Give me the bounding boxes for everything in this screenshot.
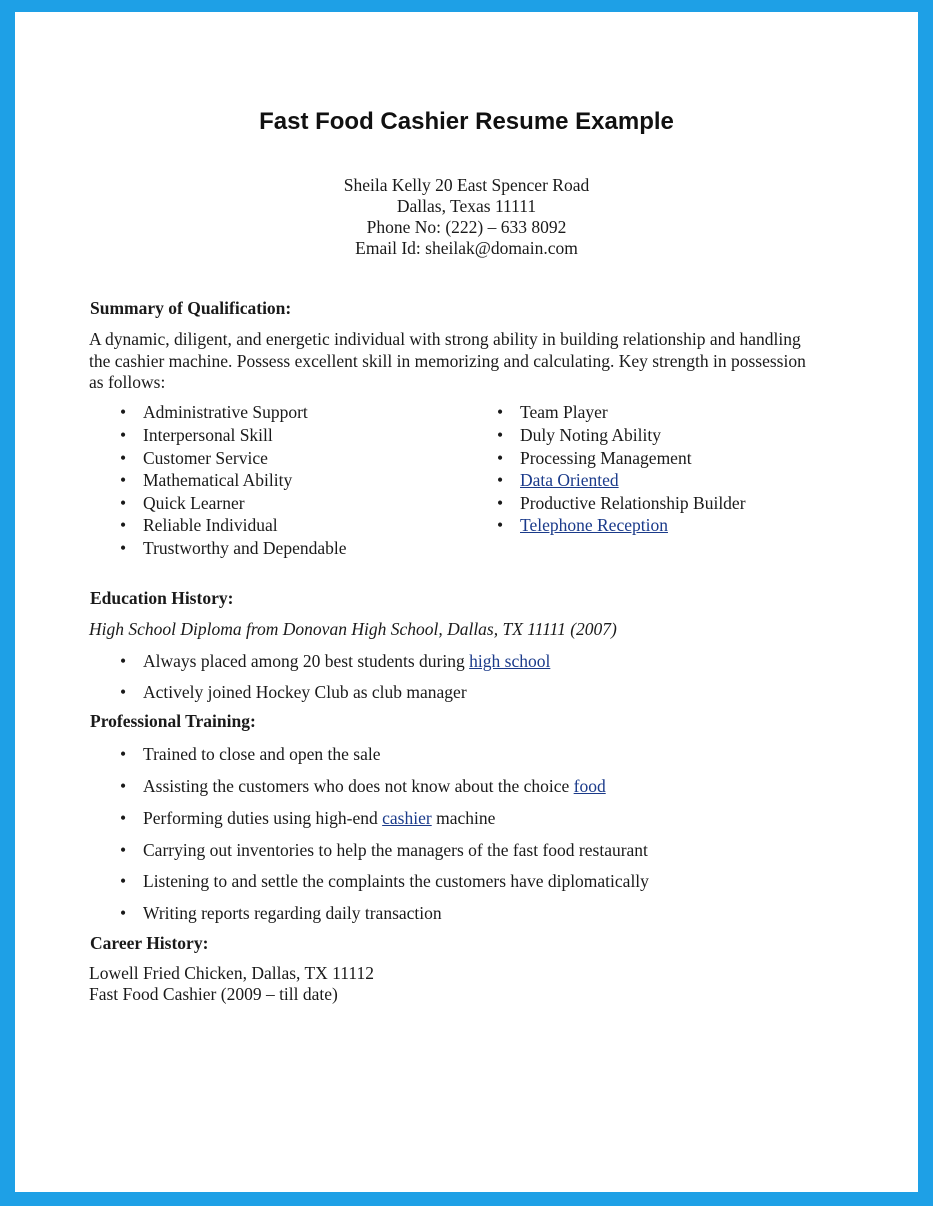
bullet: •: [120, 515, 127, 535]
bullet: •: [497, 470, 504, 490]
bullet: •: [120, 448, 127, 468]
bullet: •: [120, 538, 127, 558]
skill-link-telephone-reception[interactable]: Telephone Reception: [520, 515, 668, 535]
skill-label: Processing Management: [520, 448, 692, 468]
training-item-label: Assisting the customers who does not know about the choice: [143, 776, 574, 796]
skill-label: Productive Relationship Builder: [520, 493, 746, 513]
cashier-link[interactable]: cashier: [382, 808, 432, 828]
bullet: •: [497, 515, 504, 535]
training-heading: Professional Training:: [90, 711, 256, 731]
bullet: •: [497, 425, 504, 445]
training-item-label: Writing reports regarding daily transaction: [143, 903, 442, 923]
bullet: •: [120, 470, 127, 490]
bullet: •: [497, 402, 504, 422]
skill-label: Interpersonal Skill: [143, 425, 273, 445]
education-heading: Education History:: [90, 588, 234, 608]
skill-label: Duly Noting Ability: [520, 425, 661, 445]
skill-label: Administrative Support: [143, 402, 308, 422]
skill-label: Quick Learner: [143, 493, 245, 513]
contact-city: Dallas, Texas 11111: [396, 196, 537, 216]
training-item-label: Performing duties using high-end: [143, 808, 383, 828]
bullet: •: [120, 493, 127, 513]
education-degree: High School Diploma from Donovan High School, Dallas, TX 11111 (2007): [89, 619, 617, 639]
skill-label: Customer Service: [143, 448, 268, 468]
training-item-label: Trained to close and open the sale: [143, 744, 381, 764]
bullet: •: [120, 808, 127, 828]
summary-line: A dynamic, diligent, and energetic individual with strong ability in building relationship and handling: [89, 329, 801, 349]
training-item-label: machine: [431, 808, 496, 828]
bullet: •: [120, 776, 127, 796]
bullet: •: [497, 493, 504, 513]
bullet: •: [120, 682, 127, 702]
bullet: •: [497, 448, 504, 468]
bullet: •: [120, 871, 127, 891]
bullet: •: [120, 402, 127, 422]
skill-label: Mathematical Ability: [143, 470, 293, 490]
skill-label: Team Player: [520, 402, 608, 422]
bullet: •: [120, 651, 127, 671]
training-item-label: Listening to and settle the complaints the customers have diplomatically: [143, 871, 649, 891]
page-title: Fast Food Cashier Resume Example: [259, 108, 674, 135]
education-item-label: Actively joined Hockey Club as club manager: [143, 682, 467, 702]
bullet: •: [120, 744, 127, 764]
contact-email: Email Id: sheilak@domain.com: [355, 238, 578, 258]
education-item-label: Always placed among 20 best students during: [143, 651, 470, 671]
training-item-label: Carrying out inventories to help the managers of the fast food restaurant: [143, 840, 648, 860]
career-heading: Career History:: [90, 933, 209, 953]
bullet: •: [120, 903, 127, 923]
bullet: •: [120, 840, 127, 860]
contact-name-address: Sheila Kelly 20 East Spencer Road: [343, 175, 590, 195]
career-employer: Lowell Fried Chicken, Dallas, TX 11112: [89, 963, 374, 983]
summary-line: the cashier machine. Possess excellent skill in memorizing and calculating. Key strength in possession: [89, 350, 806, 371]
summary-heading: Summary of Qualification:: [90, 298, 292, 318]
career-position: Fast Food Cashier (2009 – till date): [89, 984, 338, 1004]
skill-link-data-oriented[interactable]: Data Oriented: [520, 470, 619, 490]
contact-phone: Phone No: (222) – 633 8092: [366, 217, 567, 237]
summary-line: as follows:: [89, 372, 166, 392]
high-school-link[interactable]: high school: [469, 651, 551, 671]
bullet: •: [120, 425, 127, 445]
food-link[interactable]: food: [573, 776, 606, 796]
skill-label: Reliable Individual: [143, 515, 278, 535]
skill-label: Trustworthy and Dependable: [143, 538, 347, 558]
